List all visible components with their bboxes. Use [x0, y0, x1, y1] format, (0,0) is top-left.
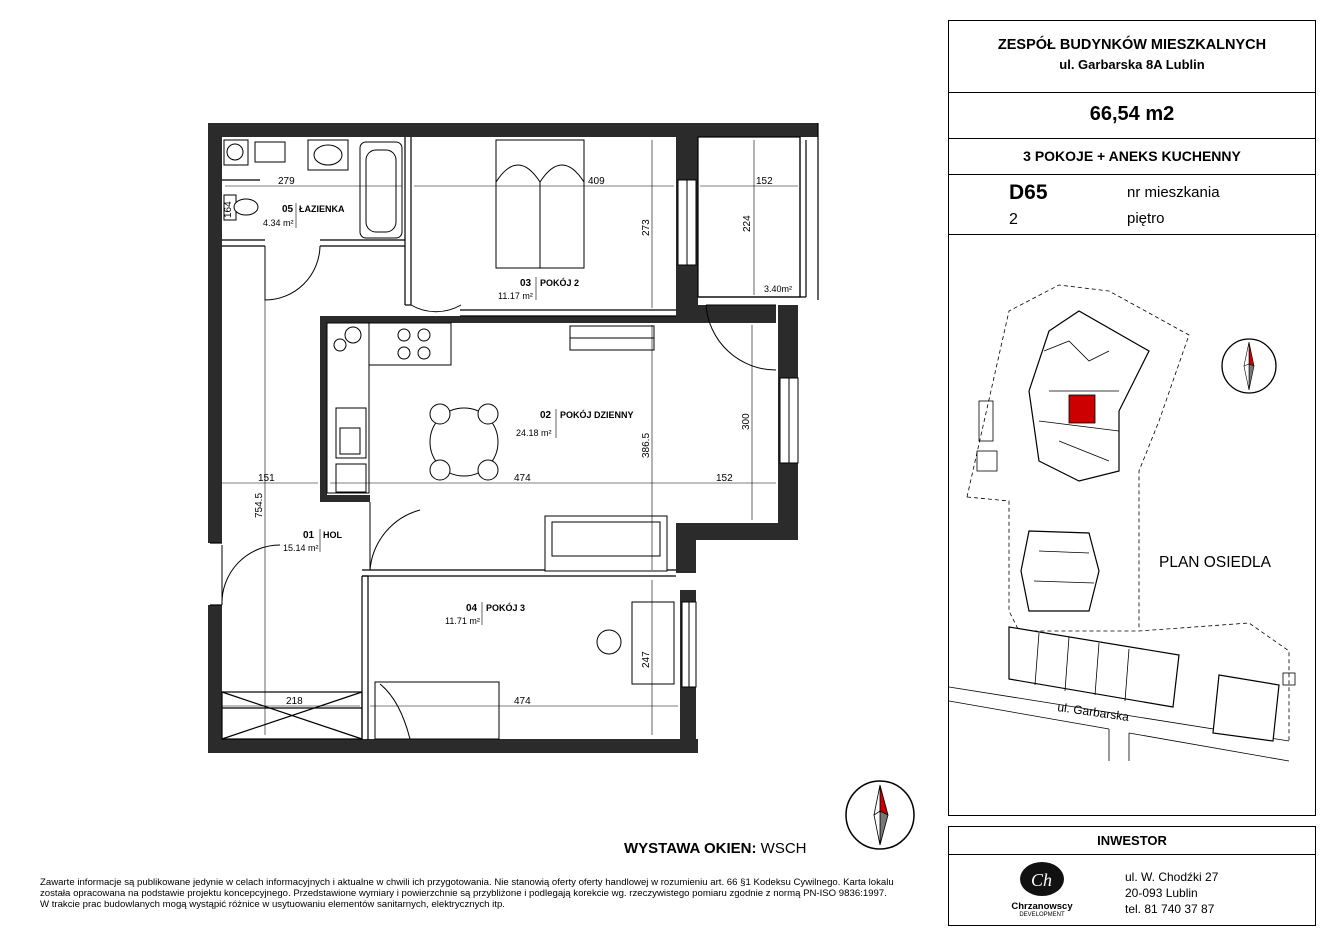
dim-living-w: 474 [514, 473, 531, 484]
disclaimer [40, 877, 940, 910]
svg-text:Ch: Ch [1031, 870, 1053, 890]
logo-sub: DEVELOPMENT [1019, 912, 1065, 918]
balcony-area: 3.40m² [764, 284, 793, 294]
dim-balcony-h: 224 [742, 215, 753, 232]
investor-address-2: 20-093 Lublin [1125, 886, 1198, 900]
svg-text:POKÓJ DZIENNY: POKÓJ DZIENNY [560, 410, 634, 420]
dim-bath-h: 164 [223, 201, 234, 218]
svg-text:01: 01 [303, 530, 315, 541]
room-label-04 [445, 602, 525, 626]
unit-floor-label: piętro [1127, 210, 1165, 227]
site-plan [949, 271, 1314, 791]
logo-name: Chrzanowscy [1011, 901, 1073, 912]
compass-icon [846, 781, 914, 849]
logo-icon [1017, 859, 1067, 899]
dim-room3-h: 247 [641, 651, 652, 668]
total-area: 66,54 m2 [1089, 103, 1175, 125]
svg-text:03: 03 [520, 278, 532, 289]
window-exposure [624, 840, 807, 857]
dim-living-full-h: 386.5 [641, 432, 652, 458]
investor-box [948, 826, 1316, 926]
investor-heading: INWESTOR [1097, 833, 1167, 848]
svg-text:15.14 m²: 15.14 m² [283, 543, 319, 553]
site-compass-icon [1222, 339, 1276, 393]
investor-address-1: ul. W. Chodźki 27 [1125, 870, 1219, 884]
disclaimer-line-1: Zawarte informacje są publikowane jedynie w celach informacyjnych i aktualne w chwili ich przygotowania. Nie stanowią oferty oferty handlowej w rozumieniu art. 66 §1 Kodeksu Cywilnego. Karta lokalu [40, 877, 894, 888]
svg-text:4.34 m²: 4.34 m² [263, 218, 294, 228]
svg-text:11.17 m²: 11.17 m² [498, 291, 533, 301]
layout-type: 3 POKOJE + ANEKS KUCHENNY [1023, 148, 1241, 164]
info-panel [948, 20, 1316, 816]
dim-balcony-w: 152 [756, 176, 773, 187]
dim-room2-h: 273 [641, 219, 652, 236]
unit-row [949, 175, 1315, 235]
unit-number-label: nr mieszkania [1127, 184, 1220, 201]
project-header [949, 21, 1315, 93]
investor-phone: tel. 81 740 37 87 [1125, 902, 1215, 916]
svg-text:24.18 m²: 24.18 m² [516, 428, 552, 438]
area-row [949, 93, 1315, 139]
unit-number: D65 [1009, 181, 1048, 204]
dim-room3-w: 474 [514, 696, 531, 707]
exposure-value: WSCH [760, 840, 807, 857]
svg-text:ŁAZIENKA: ŁAZIENKA [299, 204, 345, 214]
dim-hall-w: 151 [258, 473, 275, 484]
disclaimer-line-3: W trakcie prac budowlanych mogą wystąpić różnice w usytuowaniu elementów sanitarnych, elektrycznych itp. [40, 899, 505, 910]
unit-floor: 2 [1009, 211, 1018, 228]
svg-text:POKÓJ 2: POKÓJ 2 [540, 278, 580, 288]
street-name: ul. Garbarska [1056, 700, 1130, 724]
dim-hall-h: 754.5 [254, 492, 265, 518]
svg-text:HOL: HOL [323, 530, 342, 540]
balcony [698, 123, 818, 300]
room-label-05 [263, 203, 345, 228]
svg-text:04: 04 [466, 603, 478, 614]
room-label-02 [516, 409, 634, 438]
dim-wardrobe-w: 218 [286, 696, 303, 707]
project-title: ZESPÓŁ BUDYNKÓW MIESZKALNYCH [997, 37, 1267, 53]
svg-text:11.71 m²: 11.71 m² [445, 616, 480, 626]
dim-living-ext: 152 [716, 473, 733, 484]
site-plan-label: PLAN OSIEDLA [1159, 554, 1271, 571]
windows [678, 180, 798, 687]
dim-room2-w: 409 [588, 176, 605, 187]
svg-text:POKÓJ 3: POKÓJ 3 [486, 603, 526, 613]
exposure-label: WYSTAWA OKIEN: [624, 840, 757, 857]
room-label-03 [498, 277, 579, 301]
investor-logo [997, 859, 1087, 921]
layout-row [949, 139, 1315, 175]
dim-living-h: 300 [741, 413, 752, 430]
svg-text:05: 05 [282, 204, 294, 215]
svg-text:02: 02 [540, 410, 552, 421]
disclaimer-line-2: została opracowana na podstawie projektu koncepcyjnego. Przedstawione wymiary i powierzchnie są przybliżone i podlegają korekcie wg. rzeczywistego pomiaru zgodnie z normą PN-ISO 9836:1997. [40, 888, 887, 899]
dim-bath-w: 279 [278, 176, 295, 187]
fixtures [224, 140, 674, 739]
room-label-01 [283, 529, 343, 553]
project-address: ul. Garbarska 8A Lublin [1059, 57, 1205, 72]
